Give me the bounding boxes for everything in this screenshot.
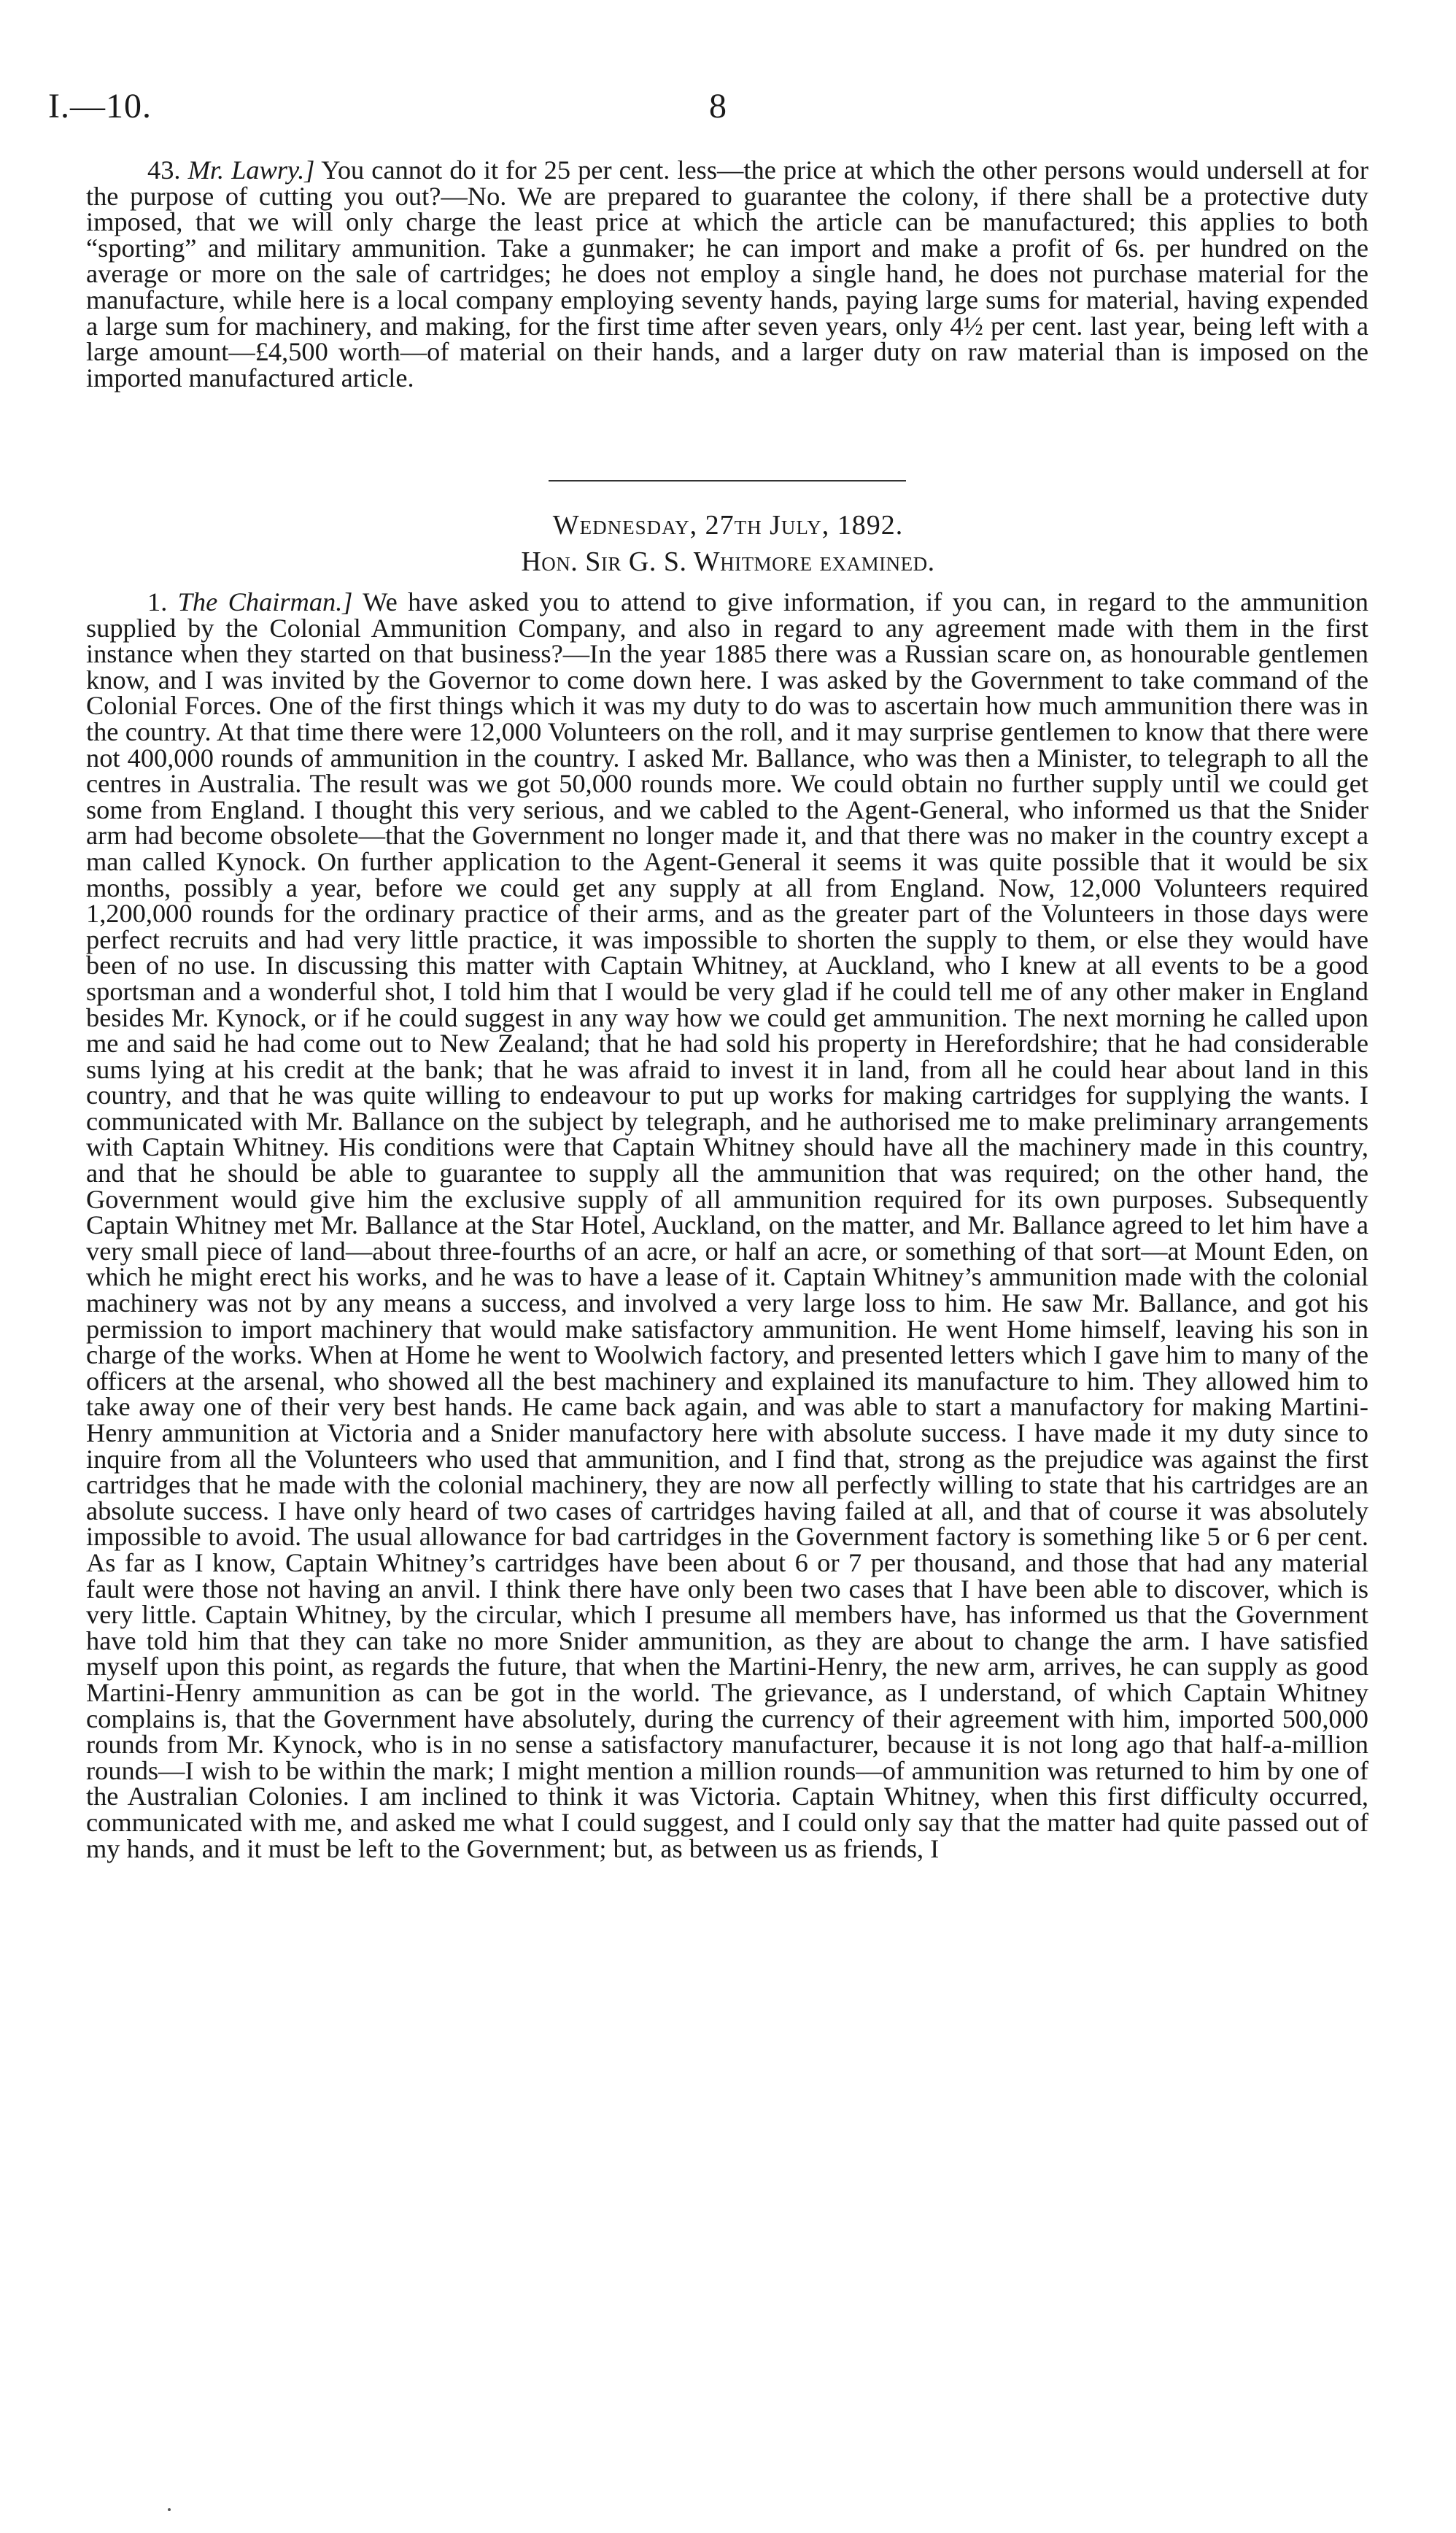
question-43-number: 43.	[147, 155, 181, 185]
section-divider-rule	[549, 480, 906, 482]
question-1-number: 1.	[147, 587, 168, 616]
question-43-text: You cannot do it for 25 per cent. less—the price at which the other persons would undersell at for the purpose of cutting you out?—No. We are prepared to guarantee the colony, if there shall be a protective duty imposed, that we will only charge the least price at which the article can be manufactured; this applies to both “sporting” and military ammunition. Take a gunmaker; he can import and make a profit of 6s. per hundred on the average or more on the sale of cartridges; he does not employ a single hand, he does not purchase material for the manufacture, while here is a local company employing seventy hands, paying large sums for material, having expended a large sum for machinery, and making, for the first time after seven years, only 4½ per cent. last year, being left with a large amount—£4,500 worth—of material on their hands, and a larger duty on raw material than is imposed on the imported manufactured article.	[86, 155, 1368, 392]
question-43-paragraph	[86, 155, 1368, 392]
session-date-heading: Wednesday, 27th July, 1892.	[552, 510, 904, 541]
witness-examined-heading: Hon. Sir G. S. Whitmore examined.	[521, 546, 935, 577]
parliamentary-paper-reference: I.—10.	[48, 87, 152, 125]
question-1-text: We have asked you to attend to give information, if you can, in regard to the ammunition supplied by the Colonial Ammunition Company, and also in regard to any agreement made with them in the first instance when they started on that business?—In the year 1885 there was a Russian scare on, as honourable gentlemen know, and I was invited by the Governor to come down here. I was asked by the Government to take command of the Colonial Forces. One of the first things which it was my duty to do was to ascertain how much ammunition there was in the country. At that time there were 12,000 Volunteers on the roll, and it may surprise gentlemen to know that there were not 400,000 rounds of ammunition in the country. I asked Mr. Ballance, who was then a Minister, to telegraph to all the centres in Australia. The result was we got 50,000 rounds more. We could obtain no further supply until we could get some from England. I thought this very serious, and we cabled to the Agent-General, who informed us that the Snider arm had become obsolete—that the Government no longer made it, and that there was no maker in the country except a man called Kynock. On further application to the Agent-General it seems it was quite possible that it would be six months, possibly a year, before we could get any supply at all from England. Now, 12,000 Volunteers required 1,200,000 rounds for the ordinary practice of their arms, and as the greater part of the Volunteers in those days were perfect recruits and had very little practice, it was impossible to shorten the supply to them, or else they would have been of no use. In discussing this matter with Captain Whitney, at Auckland, who I knew at all events to be a good sportsman and a wonderful shot, I told him that I would be very glad if he could tell me of any other maker in England besides Mr. Kynock, or if he could suggest in any way how we could get ammunition. The next morning he called upon me and said he had come out to New Zealand; that he had sold his property in Herefordshire; that he had considerable sums lying at his credit at the bank; that he was afraid to invest it in land, from all he could hear about land in this country, and that he was quite willing to endeavour to put up works for making cartridges for supplying the wants. I communicated with Mr. Ballance on the subject by telegraph, and he authorised me to make preliminary arrangements with Captain Whitney. His conditions were that Captain Whitney should have all the machinery made in this country, and that he should be able to guarantee to supply all the ammunition that was required; on the other hand, the Government would give him the exclusive supply of all ammunition required for its own purposes. Subsequently Captain Whitney met Mr. Ballance at the Star Hotel, Auckland, on the matter, and Mr. Ballance agreed to let him have a very small piece of land—about three-fourths of an acre, or half an acre, or something of that sort—at Mount Eden, on which he might erect his works, and he was to have a lease of it. Captain Whitney’s ammunition made with the colonial machinery was not by any means a success, and involved a very large loss to him. He saw Mr. Ballance, and got his permission to import machinery that would make satisfactory ammunition. He went Home himself, leaving his son in charge of the works. When at Home he went to Woolwich factory, and presented letters which I gave him to many of the officers at the arsenal, who showed all the best machinery and explained its manufacture to him. They allowed him to take away one of their very best hands. He came back again, and was able to start a manufactory for making Martini-Henry ammunition at Victoria and a Snider manufactory here with absolute success. I have made it my duty since to inquire from all the Volunteers who used that ammunition, and I find that, strong as the prejudice was against the first cartridges that he made with the colonial machinery, they are now all perfectly willing to state that his cartridges are an absolute success. I have only heard of two cases of cartridges having failed at all, and that of course it was absolutely impossible to avoid. The usual allowance for bad cartridges in the Government factory is something like 5 or 6 per cent. As far as I know, Captain Whitney’s cartridges have been about 6 or 7 per thousand, and those that had any material fault were those not having an anvil. I think there have only been two cases that I have been able to discover, which is very little. Captain Whitney, by the circular, which I presume all members have, has informed us that the Government have told him that they can take no more Snider ammunition, as they are about to change the arm. I have satisfied myself upon this point, as regards the future, that when the Martini-Henry, the new arm, arrives, he can supply as good Martini-Henry ammunition as can be got in the world. The grievance, as I understand, of which Captain Whitney complains is, that the Government have absolutely, during the currency of their agreement with him, imported 500,000 rounds from Mr. Kynock, who is in no sense a satisfactory manufacturer, because it is not long ago that half-a-million rounds—I wish to be within the mark; I might mention a million rounds—of ammunition was returned to him by one of the Australian Colonies. I am inclined to think it was Victoria. Captain Whitney, when this first difficulty occurred, communicated with me, and asked me what I could suggest, and I could only say that the matter had quite passed out of my hands, and it must be left to the Government; but, as between us as friends, I	[86, 587, 1368, 1863]
page-number: 8	[709, 87, 727, 125]
print-speck	[168, 2508, 171, 2511]
question-1-paragraph	[86, 589, 1368, 1862]
question-1-speaker: The Chairman.]	[177, 587, 353, 616]
question-43-block	[86, 155, 1368, 392]
question-1-block	[86, 589, 1368, 1862]
question-43-speaker: Mr. Lawry.]	[187, 155, 315, 185]
